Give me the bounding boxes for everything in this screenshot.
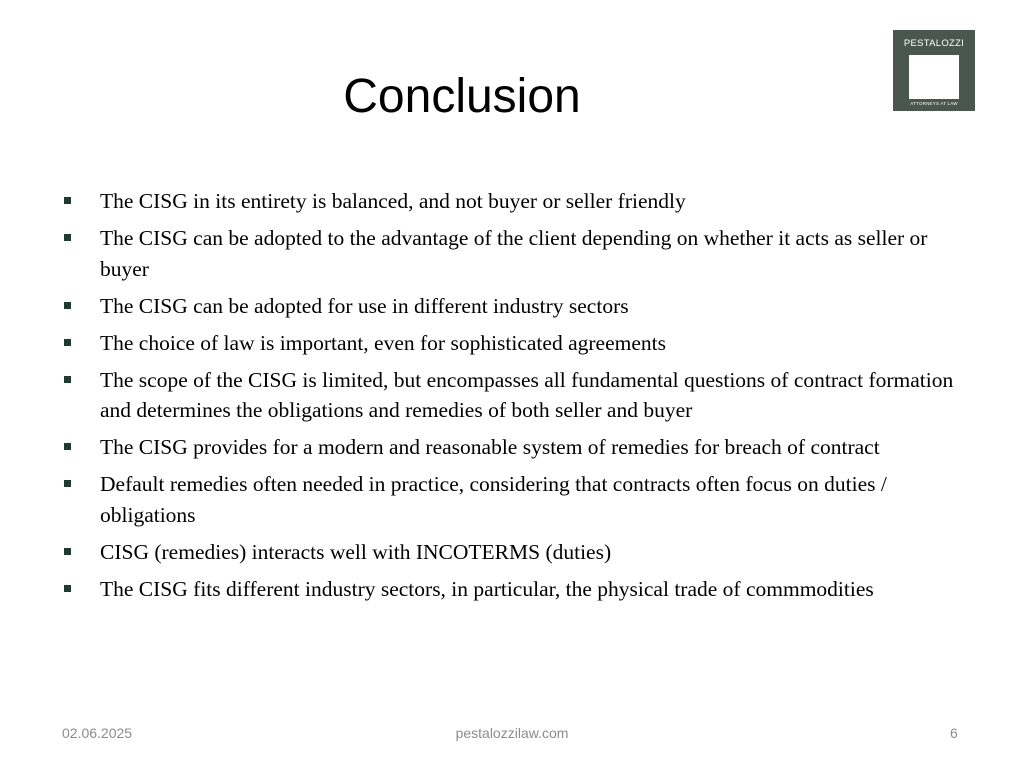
bullet-square-icon (64, 480, 71, 487)
bullet-square-icon (64, 548, 71, 555)
bullet-text: The scope of the CISG is limited, but encompasses all fundamental questions of contract formation and determines the obligations and remedies of both seller and buyer (100, 367, 954, 422)
bullet-square-icon (64, 339, 71, 346)
bullet-item (62, 186, 962, 217)
bullet-text: The choice of law is important, even for sophisticated agreements (100, 330, 666, 355)
footer-date: 02.06.2025 (62, 725, 133, 741)
bullet-text: The CISG can be adopted to the advantage of the client depending on whether it acts as seller or buyer (100, 226, 928, 281)
bullet-list (62, 186, 962, 611)
pestalozzi-logo (893, 30, 975, 111)
bullet-square-icon (64, 443, 71, 450)
bullet-text: Default remedies often needed in practice, considering that contracts often focus on duties / obligations (100, 472, 887, 527)
bullet-square-icon (64, 197, 71, 204)
bullet-item (62, 469, 962, 530)
bullet-square-icon (64, 376, 71, 383)
footer-website: pestalozzilaw.com (455, 725, 569, 741)
bullet-text: The CISG can be adopted for use in different industry sectors (100, 293, 629, 318)
bullet-square-icon (64, 234, 71, 241)
bullet-item (62, 574, 962, 605)
bullet-item (62, 365, 962, 426)
logo-tagline: ATTORNEYS AT LAW (910, 101, 958, 106)
bullet-square-icon (64, 302, 71, 309)
bullet-item (62, 432, 962, 463)
bullet-square-icon (64, 585, 71, 592)
bullet-item (62, 223, 962, 284)
bullet-item (62, 328, 962, 359)
logo-name: PESTALOZZI (903, 38, 965, 49)
slide-title: Conclusion (343, 70, 581, 123)
bullet-item (62, 291, 962, 322)
bullet-item (62, 537, 962, 568)
bullet-text: The CISG provides for a modern and reasonable system of remedies for breach of contract (100, 435, 880, 459)
bullet-text: The CISG fits different industry sectors, in particular, the physical trade of commmodities (100, 576, 874, 601)
bullet-text: The CISG in its entirety is balanced, and not buyer or seller friendly (100, 189, 686, 213)
page-number: 6 (950, 725, 958, 741)
bullet-text: CISG (remedies) interacts well with INCOTERMS (duties) (100, 539, 612, 564)
logo-square-icon (909, 55, 959, 99)
